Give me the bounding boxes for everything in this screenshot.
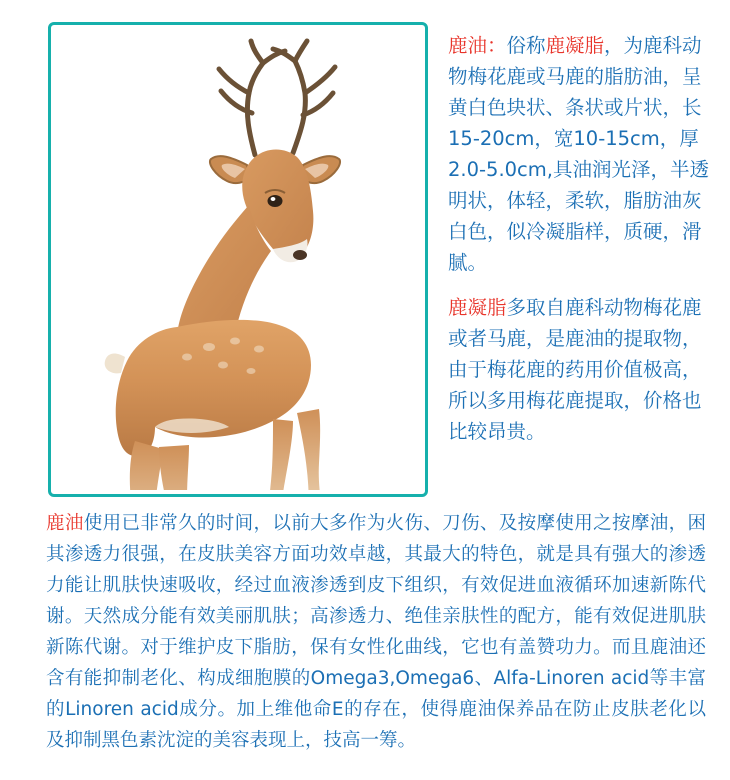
right-description	[448, 30, 710, 447]
term-luningzhi: 鹿凝脂	[545, 34, 605, 57]
term-luyou: 鹿油：	[448, 34, 507, 57]
term-luningzhi-2: 鹿凝脂	[448, 296, 507, 319]
bottom-paragraph	[46, 508, 706, 756]
right-paragraph-2	[448, 292, 710, 447]
right-p1-text1: 俗称	[506, 34, 546, 57]
right-p1-text2: ，为鹿科动物梅花鹿或马鹿的脂肪油，呈黄白色块状、条状或片状，长15-20cm，宽10-15cm，厚2.0-5.0cm,具油润光泽，半透明状，体轻，柔软，脂肪油灰白色，似冷凝脂样，质硬，滑腻。	[448, 34, 709, 274]
right-paragraph-1	[448, 30, 710, 278]
deer-icon	[59, 35, 423, 490]
bottom-description	[46, 508, 706, 756]
right-p2-text1: 多取自鹿科动物梅花鹿或者马鹿，是鹿油的提取物，由于梅花鹿的药用价值极高，所以多用梅花鹿提取，价格也比较昂贵。	[448, 296, 702, 443]
term-luyou-2: 鹿油	[46, 513, 84, 534]
bottom-paragraph-text: 使用已非常久的时间，以前大多作为火伤、刀伤、及按摩使用之按摩油，困其渗透力很强，在皮肤美容方面功效卓越，其最大的特色，就是具有强大的渗透力能让肌肤快速吸收，经过血液渗透到皮下组织，有效促进血液循环加速新陈代谢。天然成分能有效美丽肌肤；高渗透力、绝佳亲肤性的配方，能有效促进肌肤新陈代谢。对于维护皮下脂肪，保有女性化曲线，它也有盖赞功力。而且鹿油还含有能抑制老化、构成细胞膜的Omega3,Omega6、Alfa-Linoren acid等丰富的Linoren acid成分。加上维他命E的存在，使得鹿油保养品在防止皮肤老化以及抑制黑色素沈淀的美容表现上，技高一筹。	[46, 513, 706, 751]
deer-illustration	[51, 25, 425, 494]
deer-image-frame	[48, 22, 428, 497]
